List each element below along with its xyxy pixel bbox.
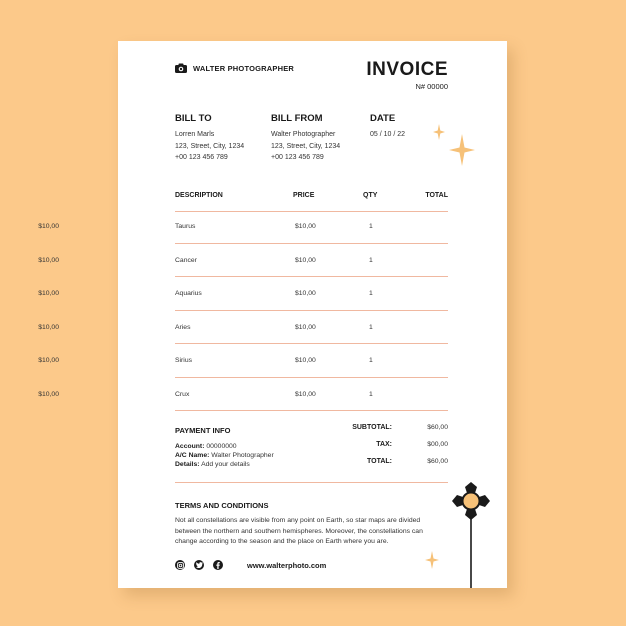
date-heading: DATE <box>370 113 396 124</box>
social-links <box>175 560 223 570</box>
account-line <box>175 442 274 451</box>
divider <box>175 276 448 277</box>
invoice-number: N# 00000 <box>415 82 448 91</box>
tax-label: TAX: <box>376 441 392 448</box>
sparkle-icon <box>425 551 439 569</box>
row-description: Aquarius <box>175 290 202 297</box>
bill-from-phone: +00 123 456 789 <box>271 154 324 161</box>
divider <box>175 482 448 483</box>
camera-icon <box>175 63 187 73</box>
payment-heading: PAYMENT INFO <box>175 426 231 435</box>
row-qty: 1 <box>369 324 373 331</box>
invoice-title: INVOICE <box>366 59 448 80</box>
date-value: 05 / 10 / 22 <box>370 131 406 138</box>
col-header-price: PRICE <box>293 192 315 199</box>
details-line <box>175 460 274 469</box>
terms-heading: TERMS AND CONDITIONS <box>175 501 269 510</box>
website-link[interactable]: www.walterphoto.com <box>247 561 327 570</box>
bill-to-heading: BILL TO <box>175 113 212 124</box>
total-value: $60,00 <box>427 458 448 465</box>
row-total: $10,00 <box>38 257 59 264</box>
divider <box>175 310 448 311</box>
twitter-icon[interactable] <box>194 560 204 570</box>
row-total: $10,00 <box>38 223 59 230</box>
ac-name-line <box>175 451 274 460</box>
payment-info <box>175 426 274 469</box>
account-value: 00000000 <box>206 443 237 450</box>
brand <box>175 63 294 73</box>
row-description: Crux <box>175 391 190 398</box>
details-value: Add your details <box>201 461 250 468</box>
row-price: $10,00 <box>295 391 316 398</box>
bill-to-section <box>175 113 244 164</box>
divider <box>175 243 448 244</box>
instagram-icon[interactable] <box>175 560 185 570</box>
row-qty: 1 <box>369 257 373 264</box>
bill-from-name: Walter Photographer <box>271 131 336 138</box>
row-price: $10,00 <box>295 324 316 331</box>
row-description: Aries <box>175 324 191 331</box>
row-total: $10,00 <box>38 324 59 331</box>
sparkle-icon <box>449 134 475 166</box>
bill-from-section <box>271 113 340 164</box>
row-description: Sirius <box>175 357 192 364</box>
tax-value: $00,00 <box>427 441 448 448</box>
divider <box>175 410 448 411</box>
brand-name: WALTER PHOTOGRAPHER <box>193 63 295 73</box>
account-label: Account: <box>175 443 205 450</box>
date-section <box>370 113 405 141</box>
col-header-qty: QTY <box>363 192 378 199</box>
row-price: $10,00 <box>295 223 316 230</box>
ac-name-value: Walter Photographer <box>211 452 274 459</box>
terms-line: between the northern and southern hemispheres. Moreover, the constellations can <box>175 527 423 535</box>
row-price: $10,00 <box>295 257 316 264</box>
row-qty: 1 <box>369 391 373 398</box>
row-qty: 1 <box>369 223 373 230</box>
terms-line: Not all constellations are visible from any point on Earth, so star maps are divided <box>175 517 421 524</box>
terms-section <box>175 501 455 548</box>
bill-to-phone: +00 123 456 789 <box>175 154 228 161</box>
invoice-page <box>38 41 507 588</box>
terms-text <box>175 516 455 548</box>
row-price: $10,00 <box>295 290 316 297</box>
col-header-total: TOTAL <box>425 192 448 199</box>
row-qty: 1 <box>369 357 373 364</box>
details-label: Details: <box>175 461 200 468</box>
total-label: TOTAL: <box>366 458 392 465</box>
row-price: $10,00 <box>295 357 316 364</box>
subtotal-label: SUBTOTAL: <box>352 424 392 431</box>
ac-name-label: A/C Name: <box>175 452 210 459</box>
bill-to-name: Lorren Marls <box>175 131 215 138</box>
row-description: Cancer <box>175 257 197 264</box>
bill-to-address: 123, Street, City, 1234 <box>175 142 245 150</box>
studio-light-icon <box>449 479 493 591</box>
divider <box>175 377 448 378</box>
col-header-description: DESCRIPTION <box>175 192 223 199</box>
facebook-icon[interactable] <box>213 560 223 570</box>
row-total: $10,00 <box>38 391 59 398</box>
divider <box>175 343 448 344</box>
bill-from-address: 123, Street, City, 1234 <box>271 142 341 150</box>
subtotal-value: $60,00 <box>427 424 448 431</box>
row-total: $10,00 <box>38 357 59 364</box>
row-total: $10,00 <box>38 290 59 297</box>
divider <box>175 211 448 212</box>
terms-line: change according to the season and the place on Earth where you are. <box>175 538 389 545</box>
row-description: Taurus <box>175 223 196 230</box>
bill-from-heading: BILL FROM <box>271 113 323 124</box>
sparkle-icon <box>433 124 445 140</box>
row-qty: 1 <box>369 290 373 297</box>
